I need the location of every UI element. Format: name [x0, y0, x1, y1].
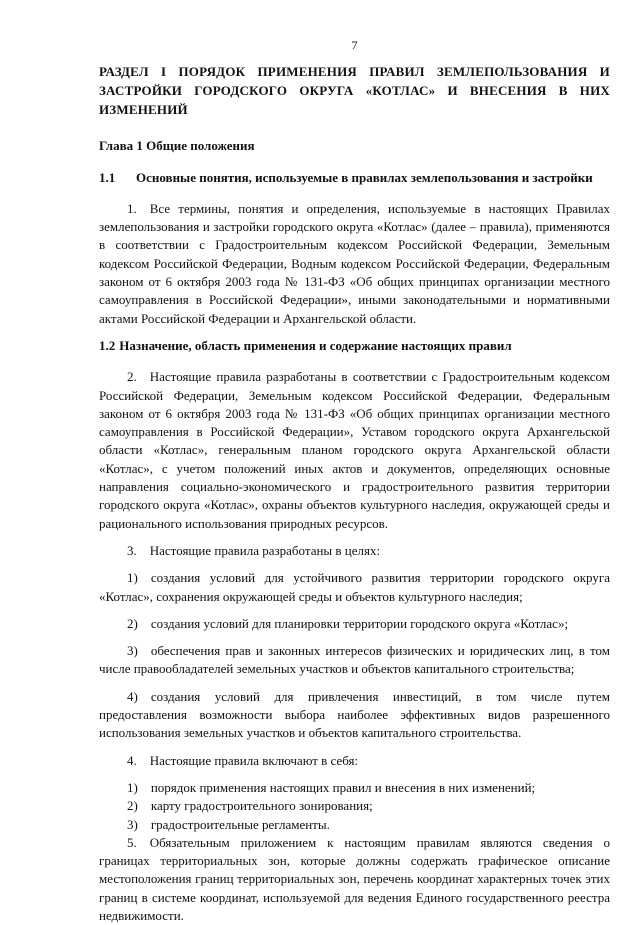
include-item: 3) градостроительные регламенты.: [127, 816, 330, 832]
subsection-heading-1-2: [99, 337, 610, 355]
page-number: 7: [351, 38, 358, 52]
include-item: 1) порядок применения настоящих правил и внесения в них изменений;: [127, 779, 536, 795]
subsection-number: 1.1: [99, 169, 116, 185]
paragraph-4: 4. Настоящие правила включают в себя:: [127, 752, 359, 768]
subsection-title: Основные понятия, используемые в правилах землепользования и застройки: [136, 169, 593, 185]
paragraph-2: 2. Настоящие правила разработаны в соответствии с Градостроительным кодексом Российской Федерации, Земельным кодексом Российской Федерации, Федеральным законом от 6 октября 2003 года № 131-ФЗ «Об общих принципах организации местного самоуправления в Российской Федерации», Уставом городского округа Архангельской области «Котлас», генеральным планом городского округа Архангельской области «Котлас», с учетом положений иных актов и документов, определяющих основные направления социально-экономического и градостроительного развития территории городского округа «Котлас», охраны объектов культурного наследия, окружающей среды и рационального использования природных ресурсов.: [99, 369, 610, 531]
chapter-title: Глава 1 Общие положения: [99, 138, 255, 154]
goal-item: 2) создания условий для планировки территории городского округа «Котлас»;: [127, 615, 569, 631]
section-title: РАЗДЕЛ I ПОРЯДОК ПРИМЕНЕНИЯ ПРАВИЛ ЗЕМЛЕПОЛЬЗОВАНИЯ И ЗАСТРОЙКИ ГОРОДСКОГО ОКРУГА «КОТЛАС» И ВНЕСЕНИЯ В НИХ ИЗМЕНЕНИЙ: [99, 64, 610, 118]
paragraph-1: 1. Все термины, понятия и определения, используемые в настоящих Правилах землепользования и застройки городского округа «Котлас» (далее – правила), применяются в соответствии с Градостроительным кодексом Российской Федерации, Земельным кодексом Российской Федерации, Водным кодексом Российской Федерации, Федеральным законом от 6 октября 2003 года № 131-ФЗ «Об общих принципах организации местного самоуправления в Российской Федерации», иными законодательными и нормативными актами Российской Федерации и Архангельской области.: [99, 200, 610, 326]
goal-item: 1) создания условий для устойчивого развития территории городского округа «Котлас», сохранения окружающей среды и объектов культурного наследия;: [99, 570, 610, 604]
paragraph-3: 3. Настоящие правила разработаны в целях:: [127, 542, 381, 558]
goal-item: 3) обеспечения прав и законных интересов физических и юридических лиц, в том числе правообладателей земельных участков и объектов капитального строительства;: [99, 643, 610, 677]
paragraph-5: 5. Обязательным приложением к настоящим правилам являются сведения о границах территориальных зон, которые должны содержать графическое описание местоположения границ территориальных зон, перечень координат характерных точек этих границ в системе координат, используемой для ведения Единого государственного реестра недвижимости.: [99, 834, 610, 923]
subsection-heading-1-1: [99, 169, 610, 187]
include-item: 2) карту градостроительного зонирования;: [127, 798, 373, 814]
subsection-number: 1.2: [99, 337, 116, 353]
subsection-title: Назначение, область применения и содержание настоящих правил: [119, 337, 512, 353]
goal-item: 4) создания условий для привлечения инвестиций, в том числе путем предоставления возможности выбора наиболее эффективных видов разрешенного использования земельных участков и объектов капитального строительства.: [99, 688, 610, 741]
